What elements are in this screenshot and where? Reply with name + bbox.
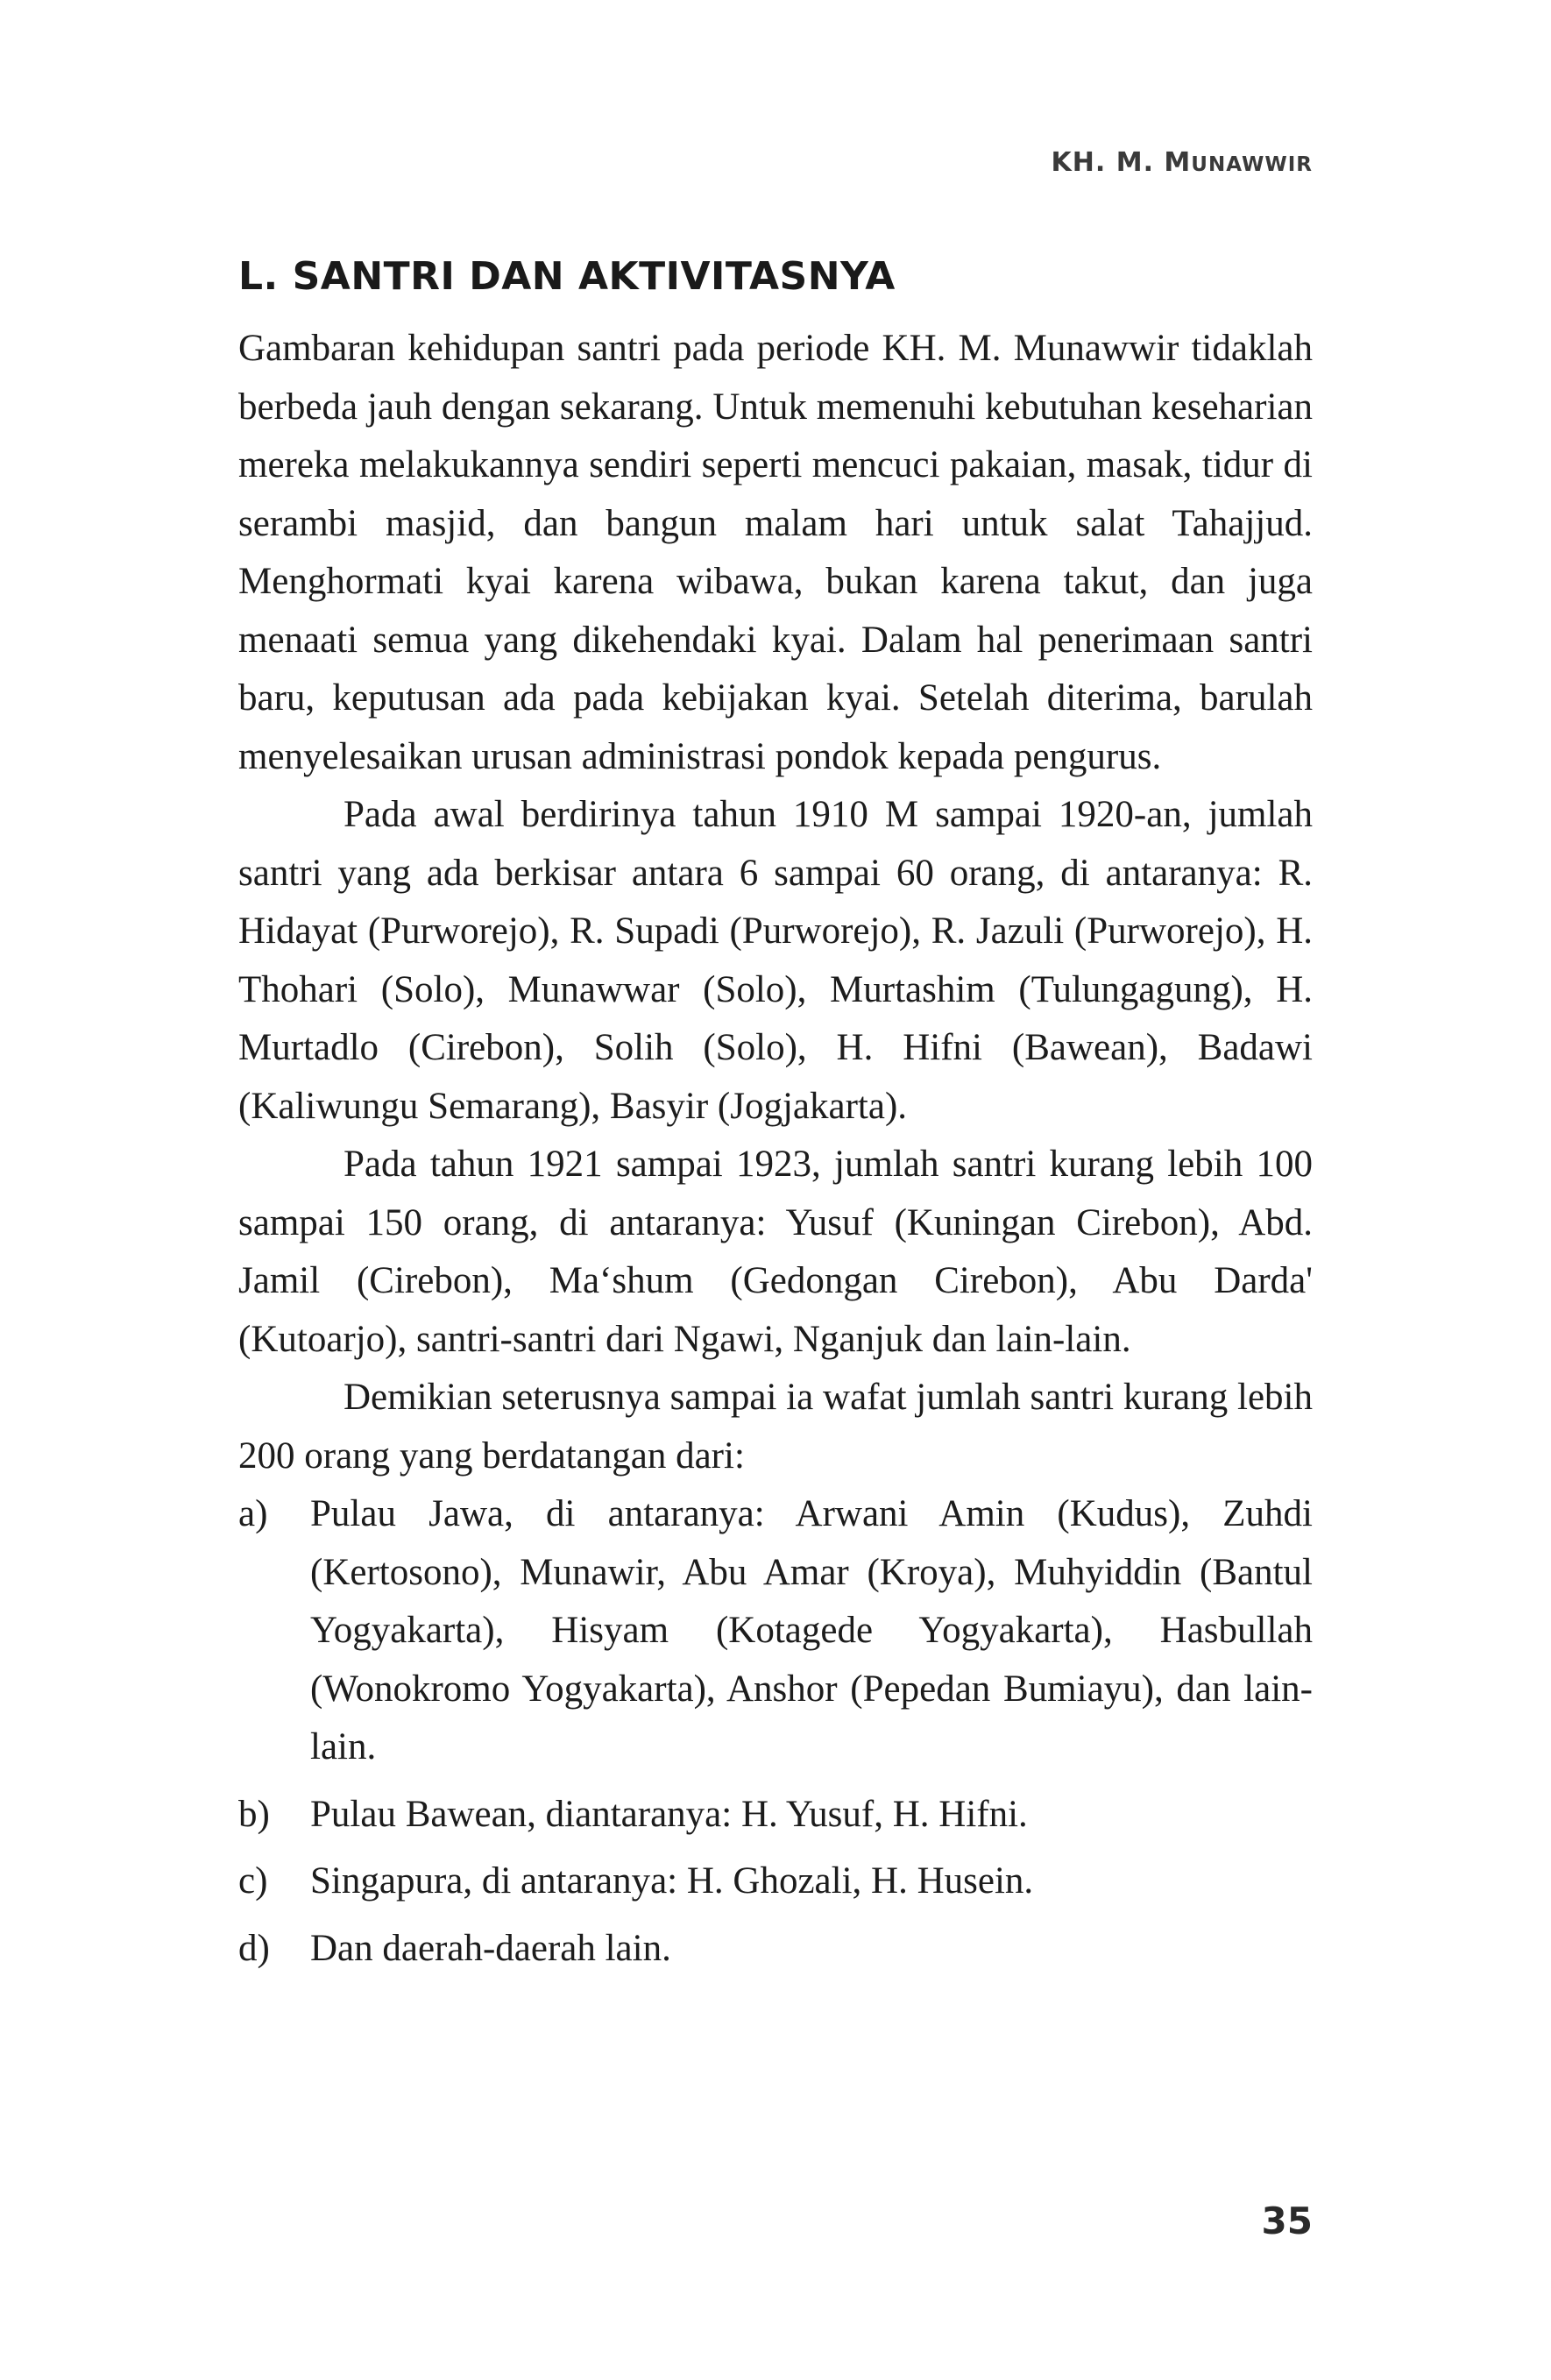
list-item-text: Singapura, di antaranya: H. Ghozali, H. Husein.	[310, 1860, 1034, 1902]
list-marker: c)	[238, 1860, 268, 1902]
origin-list	[238, 1485, 1313, 1978]
body-text	[238, 320, 1313, 1987]
list-marker: a)	[238, 1493, 268, 1534]
list-item	[238, 1920, 1313, 1979]
list-item-text: Pulau Jawa, di antaranya: Arwani Amin (Kudus), Zuhdi (Kertosono), Munawir, Abu Amar (Kroya), Muhyiddin (Bantul Yogyakarta), Hisyam (Kotagede Yogyakarta), Hasbullah (Wonokromo Yogyakarta), Anshor (Pepedan Bumiayu), dan lain-lain.	[310, 1493, 1313, 1767]
list-marker: d)	[238, 1927, 270, 1969]
paragraph-intro: Gambaran kehidupan santri pada periode KH. M. Munawwir tidaklah berbeda jauh dengan sekarang. Untuk memenuhi kebutuhan keseharian mereka melakukannya sendiri seperti mencuci pakaian, masak, tidur di serambi masjid, dan bangun malam hari untuk salat Tahajjud. Menghormati kyai karena wibawa, bukan karena takut, dan juga menaati semua yang dikehendaki kyai. Dalam hal penerimaan santri baru, keputusan ada pada kebijakan kyai. Setelah diterima, barulah menyelesaikan urusan administrasi pondok kepada pengurus.	[238, 328, 1313, 777]
list-item	[238, 1485, 1313, 1777]
list-marker: b)	[238, 1793, 270, 1835]
section-title: L. SANTRI DAN AKTIVITASNYA	[238, 254, 896, 299]
list-item	[238, 1786, 1313, 1845]
paragraph-1921: Pada tahun 1921 sampai 1923, jumlah santri kurang lebih 100 sampai 150 orang, di antaranya: Yusuf (Kuningan Cirebon), Abd. Jamil (Cirebon), Ma‘shum (Gedongan Cirebon), Abu Darda' (Kutoarjo), santri-santri dari Ngawi, Nganjuk dan lain-lain.	[238, 1144, 1313, 1360]
list-item-text: Pulau Bawean, diantaranya: H. Yusuf, H. Hifni.	[310, 1793, 1028, 1835]
paragraph-demikian: Demikian seterusnya sampai ia wafat jumlah santri kurang lebih 200 orang yang berdatangan dari:	[238, 1377, 1313, 1477]
paragraph-1910: Pada awal berdirinya tahun 1910 M sampai 1920-an, jumlah santri yang ada berkisar antara 6 sampai 60 orang, di antaranya: R. Hidayat (Purworejo), R. Supadi (Purworejo), R. Jazuli (Purworejo), H. Thohari (Solo), Munawwar (Solo), Murtashim (Tulungagung), H. Murtadlo (Cirebon), Solih (Solo), H. Hifni (Bawean), Badawi (Kaliwungu Semarang), Basyir (Jogjakarta).	[238, 794, 1313, 1127]
running-head-prefix: KH. M. M	[1051, 147, 1192, 178]
running-head	[1052, 147, 1313, 178]
page-number: 35	[1261, 2199, 1313, 2242]
list-item-text: Dan daerah-daerah lain.	[310, 1927, 671, 1969]
running-head-smallcaps: UNAWWIR	[1191, 153, 1313, 176]
list-item	[238, 1852, 1313, 1911]
